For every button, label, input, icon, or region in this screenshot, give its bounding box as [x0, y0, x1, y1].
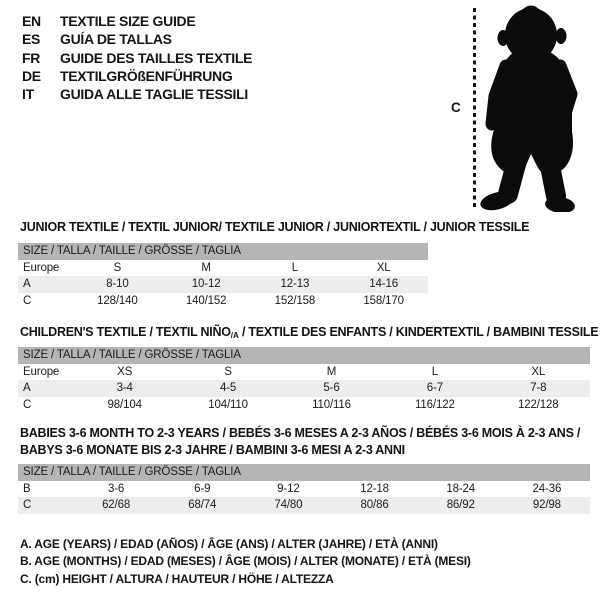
- cell-value: 98/104: [107, 398, 142, 411]
- cell-value: 24-36: [532, 482, 562, 495]
- cell-value: S: [224, 365, 232, 378]
- guide-title: GUÍA DE TALLAS: [60, 31, 172, 48]
- cell-value: 80/86: [331, 497, 417, 514]
- baby-silhouette-icon: [472, 4, 598, 212]
- cell-value: 3-4: [73, 380, 176, 397]
- children-section-title: [20, 324, 598, 345]
- cell-value: 12-18: [360, 482, 389, 495]
- cell-value: 152/158: [274, 294, 316, 307]
- cell-value: 10-12: [162, 276, 251, 293]
- size-header-label: SIZE / TALLA / TAILLE / GRÖSSE / TAGLIA: [18, 243, 428, 260]
- cell-value: L: [291, 261, 298, 274]
- cell-value: 12-13: [251, 276, 340, 293]
- size-header-bar: [18, 347, 590, 364]
- height-measure-label: C: [451, 100, 461, 115]
- junior-size-table: [18, 243, 428, 309]
- babies-title-line2: BABYS 3-6 MONATE BIS 2-3 JAHRE / BAMBINI 3-6 MESI A 2-3 ANNI: [20, 442, 405, 457]
- guide-title: GUIDE DES TAILLES TEXTILE: [60, 49, 253, 66]
- children-title-main: CHILDREN'S TEXTILE / TEXTIL NIÑO: [20, 325, 231, 339]
- cell-value: 4-5: [176, 380, 279, 397]
- row-label: C: [18, 497, 73, 514]
- lang-code: EN: [22, 13, 41, 29]
- cell-value: 128/140: [97, 294, 138, 307]
- cell-value: 14-16: [339, 276, 428, 293]
- cell-value: 3-6: [107, 482, 125, 495]
- cell-value: 5-6: [280, 380, 383, 397]
- table-row-europe: [18, 364, 590, 381]
- cell-value: 140/152: [185, 294, 227, 307]
- cell-value: 68/74: [159, 497, 245, 514]
- lang-row-de: [22, 67, 252, 85]
- cell-value: S: [113, 261, 122, 274]
- cell-value: L: [431, 365, 438, 378]
- size-header-bar: [18, 464, 590, 481]
- cell-value: 116/122: [415, 398, 455, 411]
- guide-title: TEXTILE SIZE GUIDE: [60, 13, 196, 29]
- cell-value: 6-9: [194, 482, 211, 495]
- language-title-block: [22, 12, 252, 103]
- babies-section-title: [20, 425, 580, 458]
- cell-value: 92/98: [504, 497, 590, 514]
- cell-value: 8-10: [73, 276, 162, 293]
- children-size-table: [18, 347, 590, 413]
- cell-value: 7-8: [487, 380, 590, 397]
- legend-line-height: C. (cm) HEIGHT / ALTURA / HAUTEUR / HÖHE / ALTEZZA: [20, 571, 334, 586]
- children-title-rest: / TEXTILE DES ENFANTS / KINDERTEXTIL / BAMBINI TESSILE: [238, 325, 599, 339]
- lang-row-en: [22, 12, 252, 30]
- legend-line-age-years: A. AGE (YEARS) / EDAD (AÑOS) / ÂGE (ANS) / ALTER (JAHRE) / ETÀ (ANNI): [20, 537, 438, 551]
- babies-title-line1: BABIES 3-6 MONTH TO 2-3 YEARS / BEBÉS 3-6 MESES A 2-3 AÑOS / BÉBÉS 3-6 MOIS À 2-3 ANS /: [20, 426, 581, 440]
- children-title-sub: /A: [230, 331, 239, 340]
- junior-section-title: JUNIOR TEXTILE / TEXTIL JUNIOR/ TEXTILE JUNIOR / JUNIORTEXTIL / JUNIOR TESSILE: [20, 220, 530, 234]
- cell-value: 122/128: [518, 398, 559, 411]
- lang-row-es: [22, 30, 252, 48]
- cell-value: 6-7: [383, 380, 486, 397]
- size-header-label: SIZE / TALLA / TAILLE / GRÖSSE / TAGLIA: [18, 464, 590, 481]
- size-header-label: SIZE / TALLA / TAILLE / GRÖSSE / TAGLIA: [18, 347, 590, 364]
- cell-value: M: [326, 365, 337, 378]
- row-label: C: [23, 398, 32, 411]
- row-label: A: [18, 276, 73, 293]
- table-row-age: [18, 276, 428, 293]
- table-row-height: [18, 397, 590, 414]
- babies-size-table: [18, 464, 590, 514]
- lang-code: IT: [22, 86, 34, 103]
- guide-title: GUIDA ALLE TAGLIE TESSILI: [60, 86, 248, 103]
- cell-value: 74/80: [245, 497, 331, 514]
- cell-value: 18-24: [446, 482, 476, 495]
- lang-code: DE: [22, 67, 41, 84]
- cell-value: 110/116: [312, 398, 351, 411]
- lang-code: FR: [22, 49, 41, 66]
- row-label: C: [23, 294, 32, 307]
- guide-title: TEXTILGRÖßENFÜHRUNG: [60, 67, 233, 84]
- table-row-height: [18, 497, 590, 514]
- lang-code: ES: [22, 31, 41, 48]
- cell-value: 86/92: [418, 497, 504, 514]
- cell-value: 104/110: [208, 398, 248, 411]
- cell-value: 9-12: [277, 482, 300, 495]
- cell-value: XL: [376, 261, 391, 274]
- table-row-months: [18, 481, 590, 498]
- row-label: Europe: [23, 365, 60, 378]
- table-row-height: [18, 293, 428, 310]
- row-label: B: [23, 482, 31, 495]
- table-row-age: [18, 380, 590, 397]
- cell-value: XS: [117, 365, 133, 378]
- lang-row-it: [22, 85, 252, 103]
- row-label: A: [18, 380, 73, 397]
- legend-line-age-months: B. AGE (MONTHS) / EDAD (MESES) / ÂGE (MOIS) / ALTER (MONATE) / ETÀ (MESI): [20, 554, 471, 569]
- cell-value: 158/170: [363, 294, 404, 307]
- cell-value: 62/68: [73, 497, 159, 514]
- cell-value: XL: [531, 365, 546, 378]
- measurement-legend: [20, 536, 471, 588]
- lang-row-fr: [22, 49, 252, 67]
- size-header-bar: [18, 243, 428, 260]
- cell-value: M: [201, 261, 211, 274]
- row-label: Europe: [23, 261, 60, 274]
- table-row-europe: [18, 260, 428, 277]
